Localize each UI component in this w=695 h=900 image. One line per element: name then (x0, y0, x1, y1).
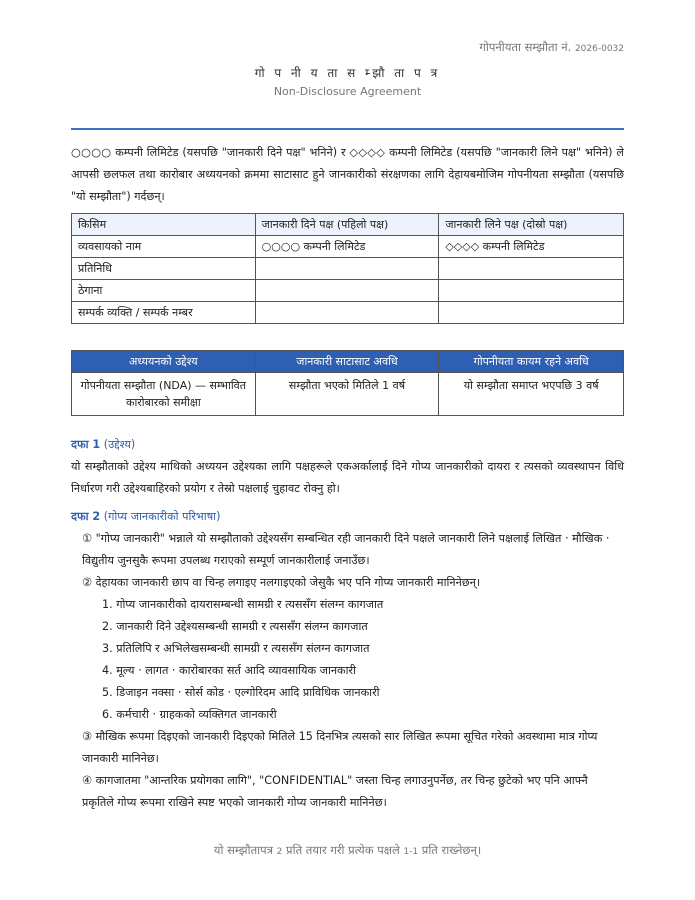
list-item: 1. गोप्य जानकारीको दायरासम्बन्धी सामग्री र त्यससँग संलग्न कागजात (102, 598, 384, 611)
table-cell (439, 258, 624, 280)
document-number-label: गोपनीयता सम्झौता नं. (479, 40, 572, 54)
clause-item: ④ कागजातमा "आन्तरिक प्रयोगका लागि", "CONFIDENTIAL" जस्ता चिन्ह लगाउनुपर्नेछ, तर चिन्ह छुटेको भए पनि आफ्नै प्रकृतिले गोप्य रूपमा राखिने स्पष्ट भएको जानकारी गोप्य जानकारी मानिनेछ। (82, 774, 588, 809)
section-1-body: यो सम्झौताको उद्देश्य माथिको अध्ययन उद्देश्यका लागि पक्षहरूले एकअर्कालाई दिने गोप्य जानकारीको दायरा र त्यसको व्यवस्थापन विधि निर्धारण गरी उद्देश्यबाहिरको प्रयोग र तेस्रो पक्षलाई चुहावट रोक्नु हो। (71, 460, 624, 495)
section-1-heading (71, 437, 135, 452)
purpose-table-header (72, 351, 624, 373)
purpose-table-header-cell: गोपनीयता कायम रहने अवधि (439, 351, 624, 373)
table-row (72, 302, 624, 324)
table-cell: व्यवसायको नाम (72, 236, 256, 258)
document-title: गो प नी य ता स म्झौ ता प त्र (254, 66, 441, 80)
purpose-table-header-cell: जानकारी साटासाट अवधि (255, 351, 439, 373)
table-row (72, 373, 624, 416)
document-number-value: 2026-0032 (574, 44, 624, 54)
table-cell (255, 280, 439, 302)
section-2-title: (गोप्य जानकारीको परिभाषा) (103, 510, 221, 523)
section-2-number: दफा 2 (71, 510, 101, 523)
table-cell: ○○○○ कम्पनी लिमिटेड (255, 236, 439, 258)
footer-text: प्रति तयार गरी प्रत्येक पक्षले (286, 843, 400, 857)
footer-copy-count: 2 (276, 847, 283, 857)
footer-copy-each: 1-1 (403, 847, 419, 857)
table-row (72, 280, 624, 302)
footer-note (0, 843, 695, 858)
list-item: 5. डिजाइन नक्सा · सोर्स कोड · एल्गोरिदम आदि प्राविधिक जानकारी (102, 686, 380, 699)
table-cell: सम्पर्क व्यक्ति / सम्पर्क नम्बर (72, 302, 256, 324)
table-cell: प्रतिनिधि (72, 258, 256, 280)
table-row (72, 236, 624, 258)
list-item: 6. कर्मचारी · ग्राहकको व्यक्तिगत जानकारी (102, 708, 277, 721)
document-number (479, 40, 624, 55)
section-1-number: दफा 1 (71, 438, 101, 451)
clause-item: ① "गोप्य जानकारी" भन्नाले यो सम्झौताको उद्देश्यसँग सम्बन्धित रही जानकारी दिने पक्षले जानकारी लिने पक्षलाई लिखित · मौखिक · विद्युतीय जुनसुकै रूपमा उपलब्ध गराएको सम्पूर्ण जानकारीलाई जनाउँछ। (82, 532, 610, 567)
table-cell: ठेगाना (72, 280, 256, 302)
table-cell: गोपनीयता सम्झौता (NDA) — सम्भावित कारोबारको समीक्षा (72, 373, 256, 416)
clause-item: ③ मौखिक रूपमा दिइएको जानकारी दिइएको मितिले 15 दिनभित्र त्यसको सार लिखित रूपमा सूचित गरेको अवस्थामा मात्र गोप्य जानकारी मानिनेछ। (82, 730, 598, 765)
table-cell (255, 258, 439, 280)
intro-paragraph: ○○○○ कम्पनी लिमिटेड (यसपछि "जानकारी दिने पक्ष" भनिने) र ◇◇◇◇ कम्पनी लिमिटेड (यसपछि "जानकारी लिने पक्ष" भनिने) ले आपसी छलफल तथा कारोबार अध्ययनको क्रममा साटासाट हुने जानकारीको संरक्षणका लागि देहायबमोजिम गोपनीयता सम्झौता (यसपछि "यो सम्झौता") गर्दछन्। (71, 146, 624, 203)
table-cell (439, 302, 624, 324)
table-cell: सम्झौता भएको मितिले 1 वर्ष (255, 373, 439, 416)
document-subtitle: Non-Disclosure Agreement (273, 85, 422, 98)
purpose-table (71, 350, 624, 416)
footer-text: प्रति राख्नेछन्। (421, 843, 482, 857)
party-table-header-cell: किसिम (72, 214, 256, 236)
section-1-title: (उद्देश्य) (103, 438, 136, 451)
section-2-heading (71, 509, 220, 524)
party-table-header-cell: जानकारी दिने पक्ष (पहिलो पक्ष) (255, 214, 439, 236)
table-cell (255, 302, 439, 324)
table-cell (439, 280, 624, 302)
purpose-table-header-cell: अध्ययनको उद्देश्य (72, 351, 256, 373)
table-row (72, 258, 624, 280)
list-item: 3. प्रतिलिपि र अभिलेखसम्बन्धी सामग्री र त्यससँग संलग्न कागजात (102, 642, 370, 655)
header-divider (71, 128, 624, 130)
party-table-header (72, 214, 624, 236)
party-table (71, 213, 624, 324)
list-item: 4. मूल्य · लागत · कारोबारका सर्त आदि व्यावसायिक जानकारी (102, 664, 357, 677)
table-cell: ◇◇◇◇ कम्पनी लिमिटेड (439, 236, 624, 258)
list-item: 2. जानकारी दिने उद्देश्यसम्बन्धी सामग्री र त्यससँग संलग्न कागजात (102, 620, 368, 633)
footer-text: यो सम्झौतापत्र (213, 843, 273, 857)
party-table-header-cell: जानकारी लिने पक्ष (दोस्रो पक्ष) (439, 214, 624, 236)
table-cell: यो सम्झौता समाप्त भएपछि 3 वर्ष (439, 373, 624, 416)
clause-item: ② देहायका जानकारी छाप वा चिन्ह लगाइए नलगाइएको जेसुकै भए पनि गोप्य जानकारी मानिनेछन्। (82, 576, 481, 589)
